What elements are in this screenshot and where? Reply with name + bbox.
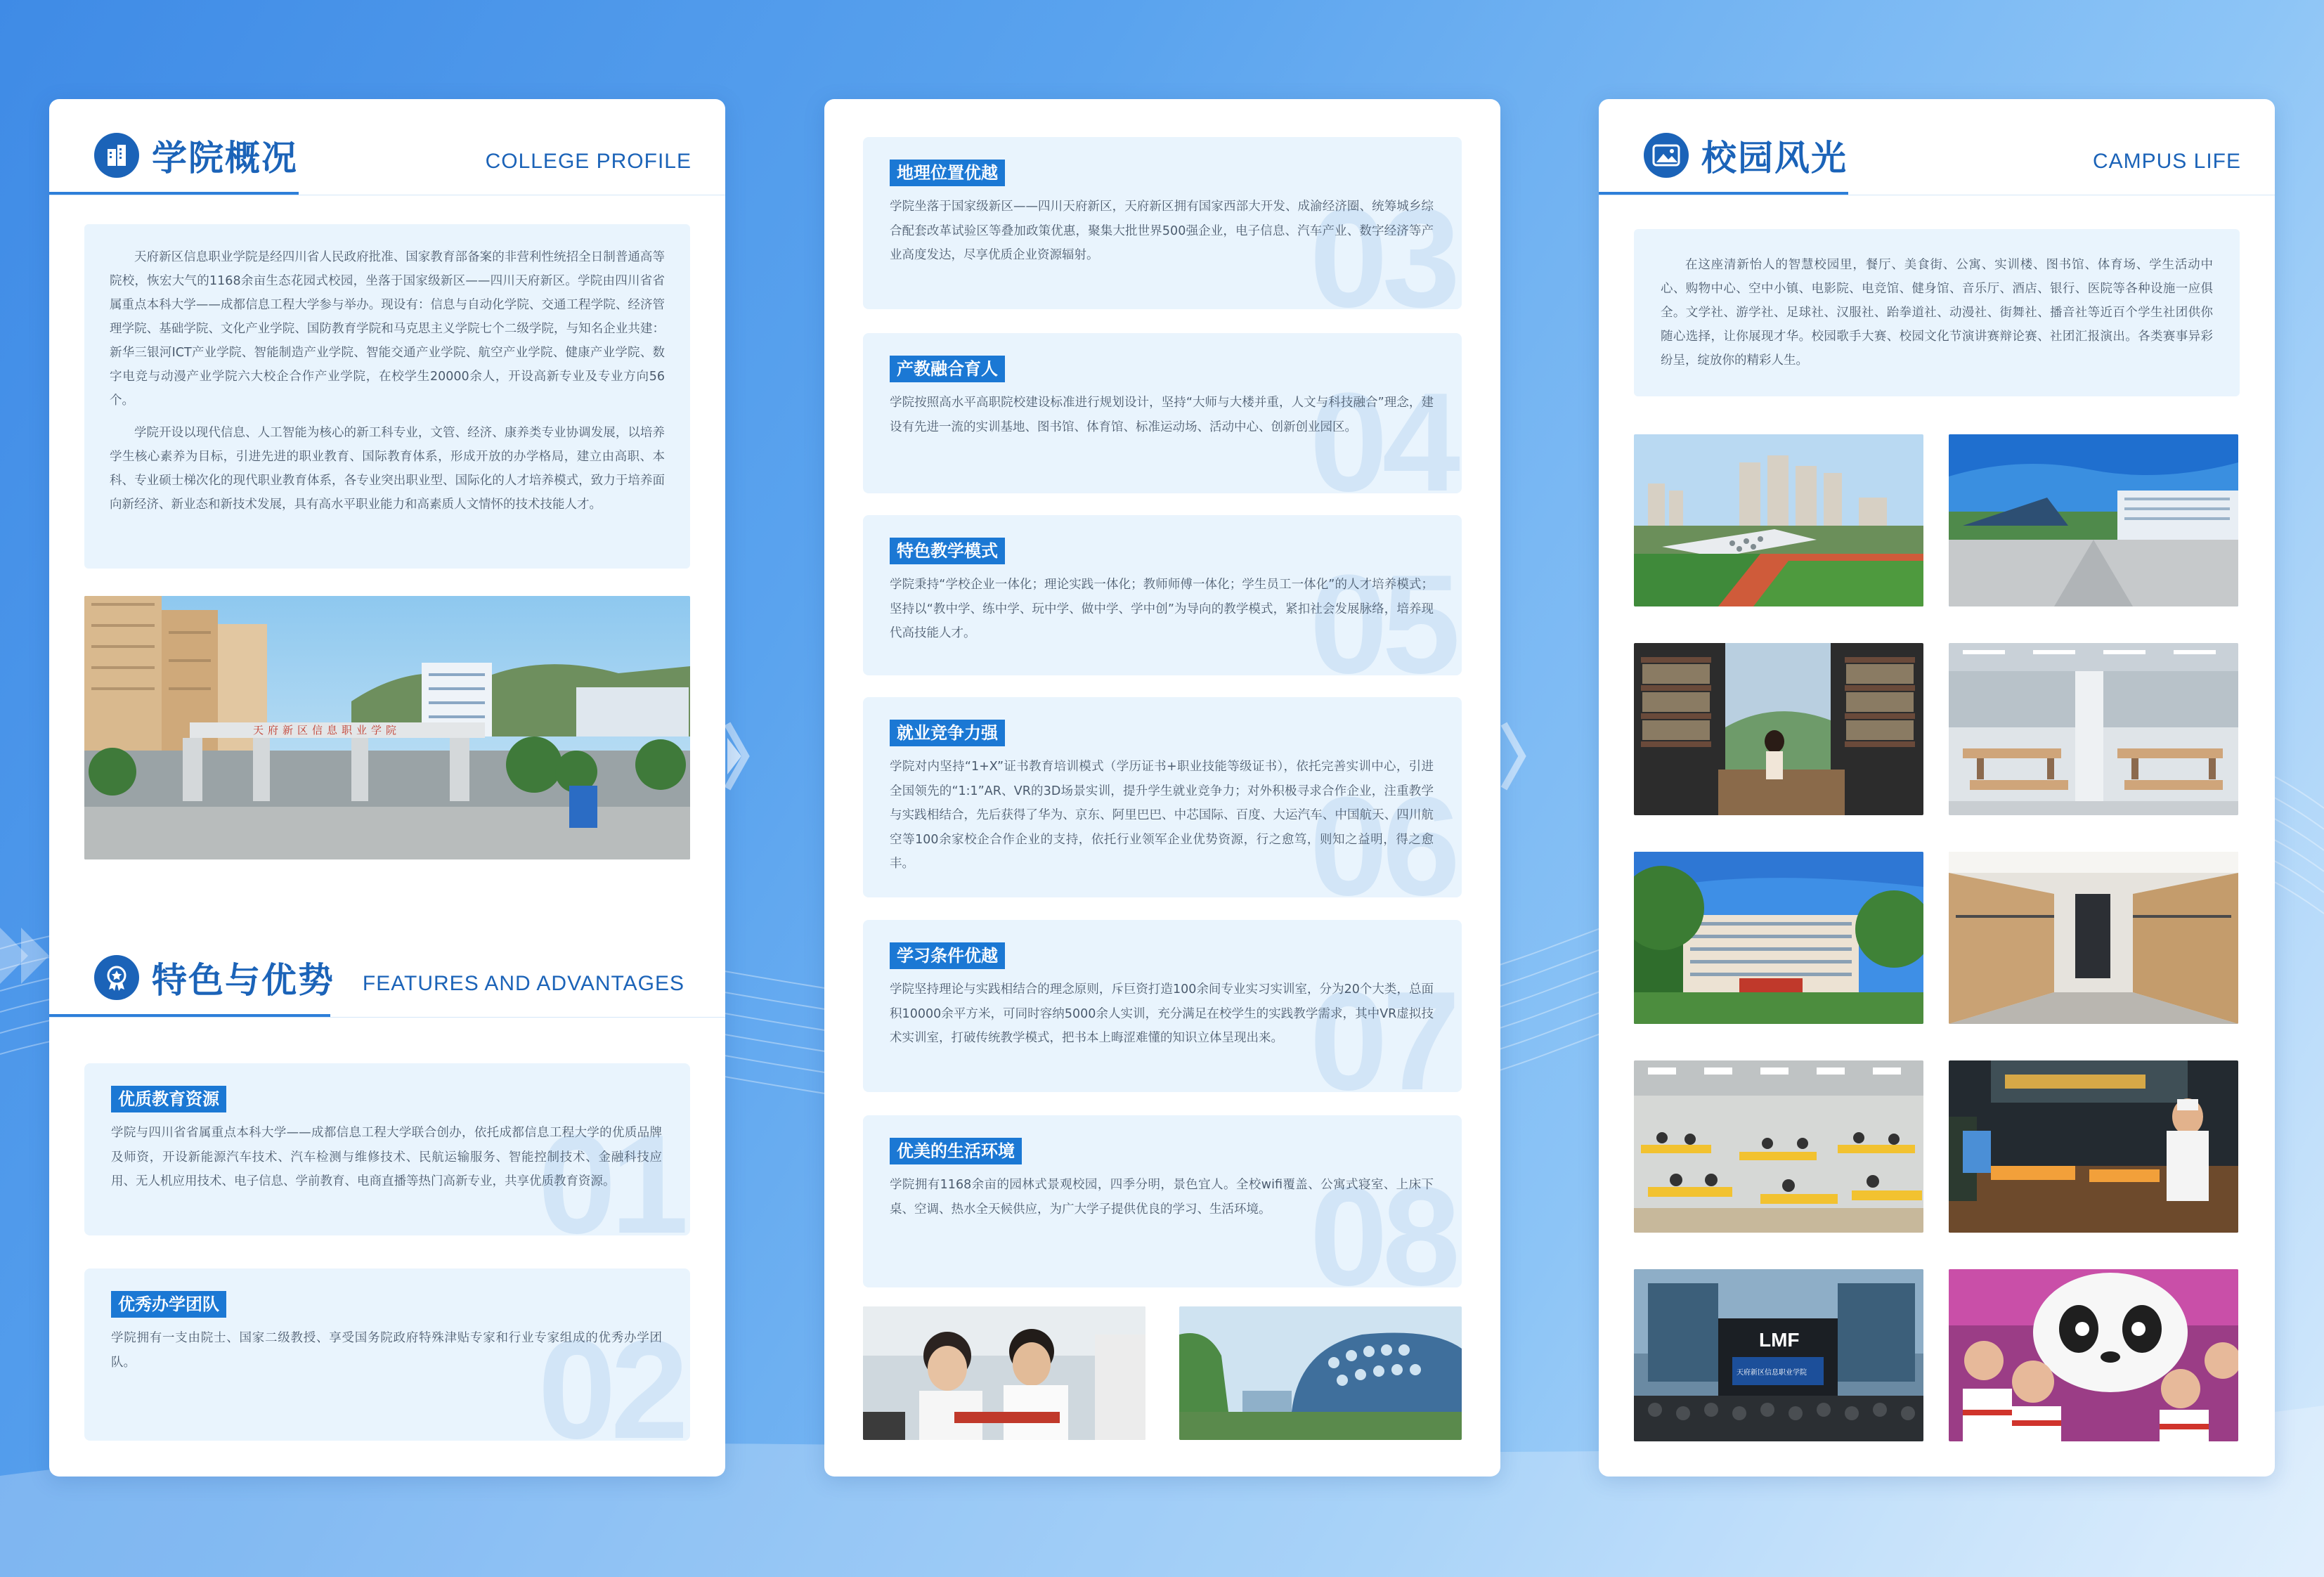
building-icon: [94, 133, 139, 178]
outdoor-concert-photo: [1634, 1269, 1923, 1441]
section-title: 学院概况: [152, 138, 298, 179]
students-lab-photo: [863, 1306, 1145, 1440]
feature-text: 学院秉持“学校企业一体化；理论实践一体化；教师师傅一体化；学生员工一体化”的人才培养模式；坚持以“教中学、练中学、玩中学、做中学、学中创”为导向的教学模式，紧扣社会发展脉络，培养现代高技能人才。: [890, 578, 1434, 640]
feature-tag: 优美的生活环境: [890, 1138, 1022, 1164]
stage-logo-text: LMF: [1759, 1329, 1800, 1351]
section-title-en: FEATURES AND ADVANTAGES: [362, 972, 684, 995]
feature-card: [863, 1115, 1462, 1287]
feature-card: [84, 1268, 690, 1441]
stage-screen-text: 天府新区信息职业学院: [1736, 1369, 1807, 1377]
campus-gate-photo: [84, 596, 690, 859]
feature-card: [84, 1063, 690, 1235]
college-profile-panel: [49, 99, 725, 1477]
feature-number: 07: [1309, 963, 1455, 1092]
features-header: [49, 921, 725, 1020]
feature-number: 03: [1309, 180, 1455, 309]
feature-card: [863, 333, 1462, 493]
campus-intro-text: 在这座清新怡人的智慧校园里，餐厅、美食街、公寓、实训楼、图书馆、体育场、学生活动中心、购物中心、空中小镇、电影院、电竞馆、健身馆、音乐厅、酒店、银行、医院等各种设施一应俱全。文学社、游学社、足球社、汉服社、跆拳道社、动漫社、街舞社、播音社等近百个学生社团供你随心选择，让你展现才华。校园歌手大赛、校园文化节演讲赛辩论赛、社团汇报演出。各类赛事异彩纷呈，绽放你的精彩人生。: [1661, 258, 2213, 368]
feature-number: 06: [1309, 768, 1455, 897]
feature-text: 学院与四川省省属重点本科大学——成都信息工程大学联合创办，依托成都信息工程大学的优质品牌及师资，开设新能源汽车技术、汽车检测与维修技术、民航运输服务、智能控制技术、金融科技应用、无人机应用技术、电子信息、学前教育、电商直播等热门高新专业，共享优质教育资源。: [111, 1126, 662, 1188]
feature-tag: 优秀办学团队: [111, 1291, 226, 1318]
feature-text: 学院坚持理论与实践相结合的理念原则，斥巨资打造100余间专业实习实训室，分为20个大类，总面积10000余平方米，可同时容纳5000余人实训，充分满足在校学生的实践教学需求，其中VR虚拟技术实训室，打破传统教学模式，把书本上晦涩难懂的知识立体呈现出来。: [890, 982, 1434, 1045]
students-panda-mascot-photo: [1949, 1269, 2238, 1441]
feature-tag: 地理位置优越: [890, 160, 1005, 186]
canteen-photo: [1634, 1060, 1923, 1233]
feature-card: [863, 515, 1462, 675]
campus-life-header: [1599, 99, 2275, 197]
feature-text: 学院坐落于国家级新区——四川天府新区，天府新区拥有国家西部大开发、成渝经济圈、统筹城乡综合配套改革试验区等叠加政策优惠，聚集大批世界500强企业，电子信息、汽车产业、数字经济等产业高度发达，尽享优质企业资源辐射。: [890, 200, 1434, 262]
section-title-en: COLLEGE PROFILE: [485, 150, 692, 173]
feature-card: [863, 137, 1462, 309]
feature-tag: 特色教学模式: [890, 538, 1005, 564]
campus-life-panel: [1599, 99, 2275, 1477]
campus-aerial-photo: [1634, 434, 1923, 606]
section-title-en: CAMPUS LIFE: [2092, 150, 2241, 173]
feature-text: 学院拥有1168余亩的园林式景观校园，四季分明，景色宜人。全校wifi覆盖、公寓式寝室、上床下桌、空调、热水全天候供应，为广大学子提供优良的学习、生活环境。: [890, 1178, 1434, 1216]
feature-text: 学院对内坚持“1+X”证书教育培训模式（学历证书+职业技能等级证书），依托完善实训中心，引进全国领先的“1:1”AR、VR的3D场景实训，提升学生就业竞争力；对外积极寻求合作企业，注重教学与实践相结合，先后获得了华为、京东、阿里巴巴、中芯国际、百度、大运汽车、中国航天、四川航空等100余家校企合作企业的支持，依托行业领军企业优势资源，行之愈笃，则知之益明，得之愈丰。: [890, 760, 1434, 871]
features-continued-panel: [824, 99, 1500, 1477]
study-hall-photo: [1949, 643, 2238, 815]
gate-sign-text: 天府新区信息职业学院: [253, 724, 401, 736]
feature-tag: 就业竞争力强: [890, 720, 1005, 746]
feature-number: 05: [1309, 546, 1455, 675]
section-title: 校园风光: [1701, 138, 1848, 179]
feature-text: 学院按照高水平高职院校建设标准进行规划设计，坚持“大师与大楼并重，人文与科技融合”理念，建设有先进一流的实训基地、图书馆、体育馆、标准运动场、活动中心、创新创业园区。: [890, 396, 1434, 434]
section-title: 特色与优势: [152, 960, 335, 1001]
landscape-photo-icon: [1644, 133, 1689, 178]
campus-square-photo: [1949, 434, 2238, 606]
feature-number: 04: [1309, 364, 1455, 493]
feature-card: [863, 697, 1462, 897]
profile-text-box: [84, 224, 690, 569]
feature-number: 02: [538, 1311, 683, 1441]
profile-paragraph: 学院开设以现代信息、人工智能为核心的新工科专业，文管、经济、康养类专业协调发展，以培养学生核心素养为目标，引进先进的职业教育、国际教育体系，形成开放的办学格局，建立由高职、本科、专业硕士梯次化的现代职业教育体系，各专业突出职业型、国际化的人才培养模式，致力于培养面向新经济、新业态和新技术发展，具有高水平职业能力和高素质人文情怀的技术技能人才。: [110, 426, 665, 512]
library-building-photo: [1179, 1306, 1462, 1440]
campus-intro-box: [1634, 229, 2240, 396]
feature-number: 08: [1309, 1158, 1455, 1287]
feature-card: [863, 920, 1462, 1092]
profile-paragraph: 天府新区信息职业学院是经四川省人民政府批准、国家教育部备案的非营利性统招全日制普通高等院校，恢宏大气的1168余亩生态花园式校园，坐落于国家级新区——四川天府新区。学院由四川省省属重点本科大学——成都信息工程大学参与举办。现设有：信息与自动化学院、交通工程学院、经济管理学院、基础学院、文化产业学院、国防教育学院和马克思主义学院七个二级学院，与知名企业共建：新华三银河ICT产业学院、智能制造产业学院、智能交通产业学院、航空产业学院、健康产业学院、数字电竞与动漫产业学院六大校企合作产业学院，在校学生20000余人，开设高新专业及专业方向56个。: [110, 250, 665, 408]
library-reading-photo: [1634, 643, 1923, 815]
feature-tag: 学习条件优越: [890, 942, 1005, 969]
college-profile-header: [49, 99, 725, 197]
feature-tag: 产教融合育人: [890, 356, 1005, 382]
award-badge-icon: [94, 955, 139, 1000]
dormitory-building-photo: [1634, 852, 1923, 1024]
divider: [49, 1017, 725, 1018]
feature-number: 01: [538, 1106, 683, 1235]
feature-tag: 优质教育资源: [111, 1086, 226, 1112]
food-street-photo: [1949, 1060, 2238, 1233]
feature-text: 学院拥有一支由院士、国家二级教授、享受国务院政府特殊津贴专家和行业专家组成的优秀办学团队。: [111, 1331, 662, 1370]
dorm-room-photo: [1949, 852, 2238, 1024]
